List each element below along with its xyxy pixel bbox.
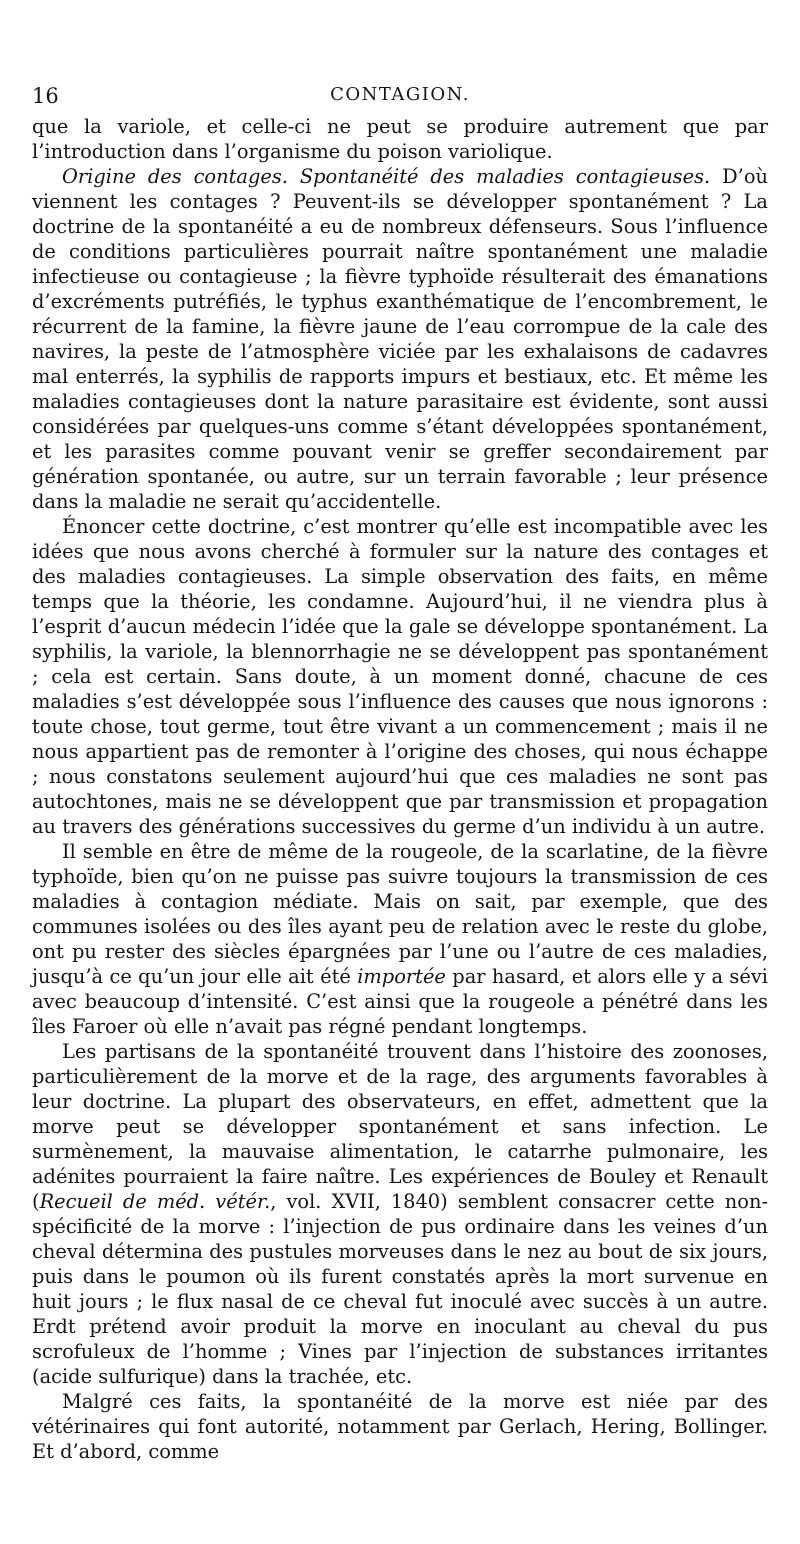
text-segment: Énoncer cette doctrine, c’est montrer qu’elle est incompatible avec les idées que nous avons cherché à formuler sur la nature des contages et des maladies contagieuses. La simple observation des faits, en même temps que la théorie, les condamne. Aujourd’hui, il ne viendra plus à l’esprit d’aucun médecin l’idée que la gale se développe spontanément. La syphilis, la variole, la blennorrhagie ne se développent pas spontanément ; cela est certain. Sans doute, à un moment donné, chacune de ces maladies s’est développée sous l’influence des causes que nous ignorons : toute chose, tout germe, tout être vivant a un commencement ; mais il ne nous appartient pas de remonter à l’origine des choses, qui nous échappe ; nous constatons seulement aujourd’hui que ces maladies ne sont pas autochtones, mais ne se développent que par transmission et propagation au travers des générations successives du germe d’un individu à un autre. (32, 515, 768, 838)
text-segment: Malgré ces faits, la spontanéité de la morve est niée par des vétérinaires qui font autorité, notamment par Gerlach, Hering, Bollinger. Et d’abord, comme (32, 1390, 768, 1463)
running-head (32, 80, 768, 114)
book-page (32, 80, 768, 1464)
page-number: 16 (32, 84, 59, 108)
paragraph-origine-des-contages (32, 164, 768, 514)
italic-text: Origine des contages. Spontanéité des maladies contagieuses. (62, 165, 711, 188)
running-title: CONTAGION. (330, 84, 470, 105)
text-segment: par hasard, et alors elle y a sévi avec beaucoup d’intensité. C’est ainsi que la rougeole a pénétré dans les îles Faroer où elle n’avait pas régné pendant longtemps. (32, 965, 768, 1038)
italic-text: importée (357, 965, 446, 988)
text-segment: D’où viennent les contages ? Peuvent-ils se développer spontanément ? La doctrine de la spontanéité a eu de nombreux défenseurs. Sous l’influence de conditions particulières pourrait naître spontanément une maladie infectieuse ou contagieuse ; la fièvre typhoïde résulterait des émanations d’excréments putréfiés, le typhus exanthématique de l’encombrement, le récurrent de la famine, la fièvre jaune de l’eau corrompue de la cale des navires, la peste de l’atmosphère viciée par les exhalaisons de cadavres mal enterrés, la syphilis de rapports impurs et bestiaux, etc. Et même les maladies contagieuses dont la nature parasitaire est évidente, sont aussi considérées par quelques-uns comme s’étant développées spontanément, et les parasites comme pouvant venir se greffer secondairement par génération spontanée, ou autre, sur un terrain favorable ; leur présence dans la maladie ne serait qu’accidentelle. (32, 165, 768, 513)
text-segment: que la variole, et celle-ci ne peut se produire autrement que par l’introduction dans l’organisme du poison variolique. (32, 115, 768, 163)
paragraph-malgre-ces-faits (32, 1389, 768, 1464)
italic-text: Recueil de méd. vétér. (39, 1190, 271, 1213)
paragraph-continuation (32, 114, 768, 164)
paragraph-rougeole (32, 839, 768, 1039)
text-segment: , vol. XVII, 1840) semblent consacrer cette non-spécificité de la morve : l’injection de pus ordinaire dans les veines d’un cheval détermina des pustules morveuses dans le nez au bout de six jours, puis dans le poumon où ils furent constatés après la mort survenue en huit jours ; le flux nasal de ce cheval fut inoculé avec succès à un autre. Erdt prétend avoir produit la morve en inoculant au cheval du pus scrofuleux de l’homme ; Vines par l’injection de substances irritantes (acide sulfurique) dans la trachée, etc. (32, 1190, 768, 1388)
body-text (32, 114, 768, 1464)
paragraph-zoonoses (32, 1039, 768, 1389)
text-segment: Les partisans de la spontanéité trouvent dans l’histoire des zoonoses, particulièrement de la morve et de la rage, des arguments favorables à leur doctrine. La plupart des observateurs, en effet, admettent que la morve peut se développer spontanément et sans infection. Le surmènement, la mauvaise alimentation, le catarrhe pulmonaire, les adénites pourraient la faire naître. Les expériences de Bouley et Renault ( (32, 1040, 768, 1213)
text-segment: Il semble en être de même de la rougeole, de la scarlatine, de la fièvre typhoïde, bien qu’on ne puisse pas suivre toujours la transmission de ces maladies à contagion médiate. Mais on sait, par exemple, que des communes isolées ou des îles ayant peu de relation avec le reste du globe, ont pu rester des siècles épargnées par l’une ou l’autre de ces maladies, jusqu’à ce qu’un jour elle ait été (32, 840, 768, 988)
paragraph-enoncer-doctrine (32, 514, 768, 839)
